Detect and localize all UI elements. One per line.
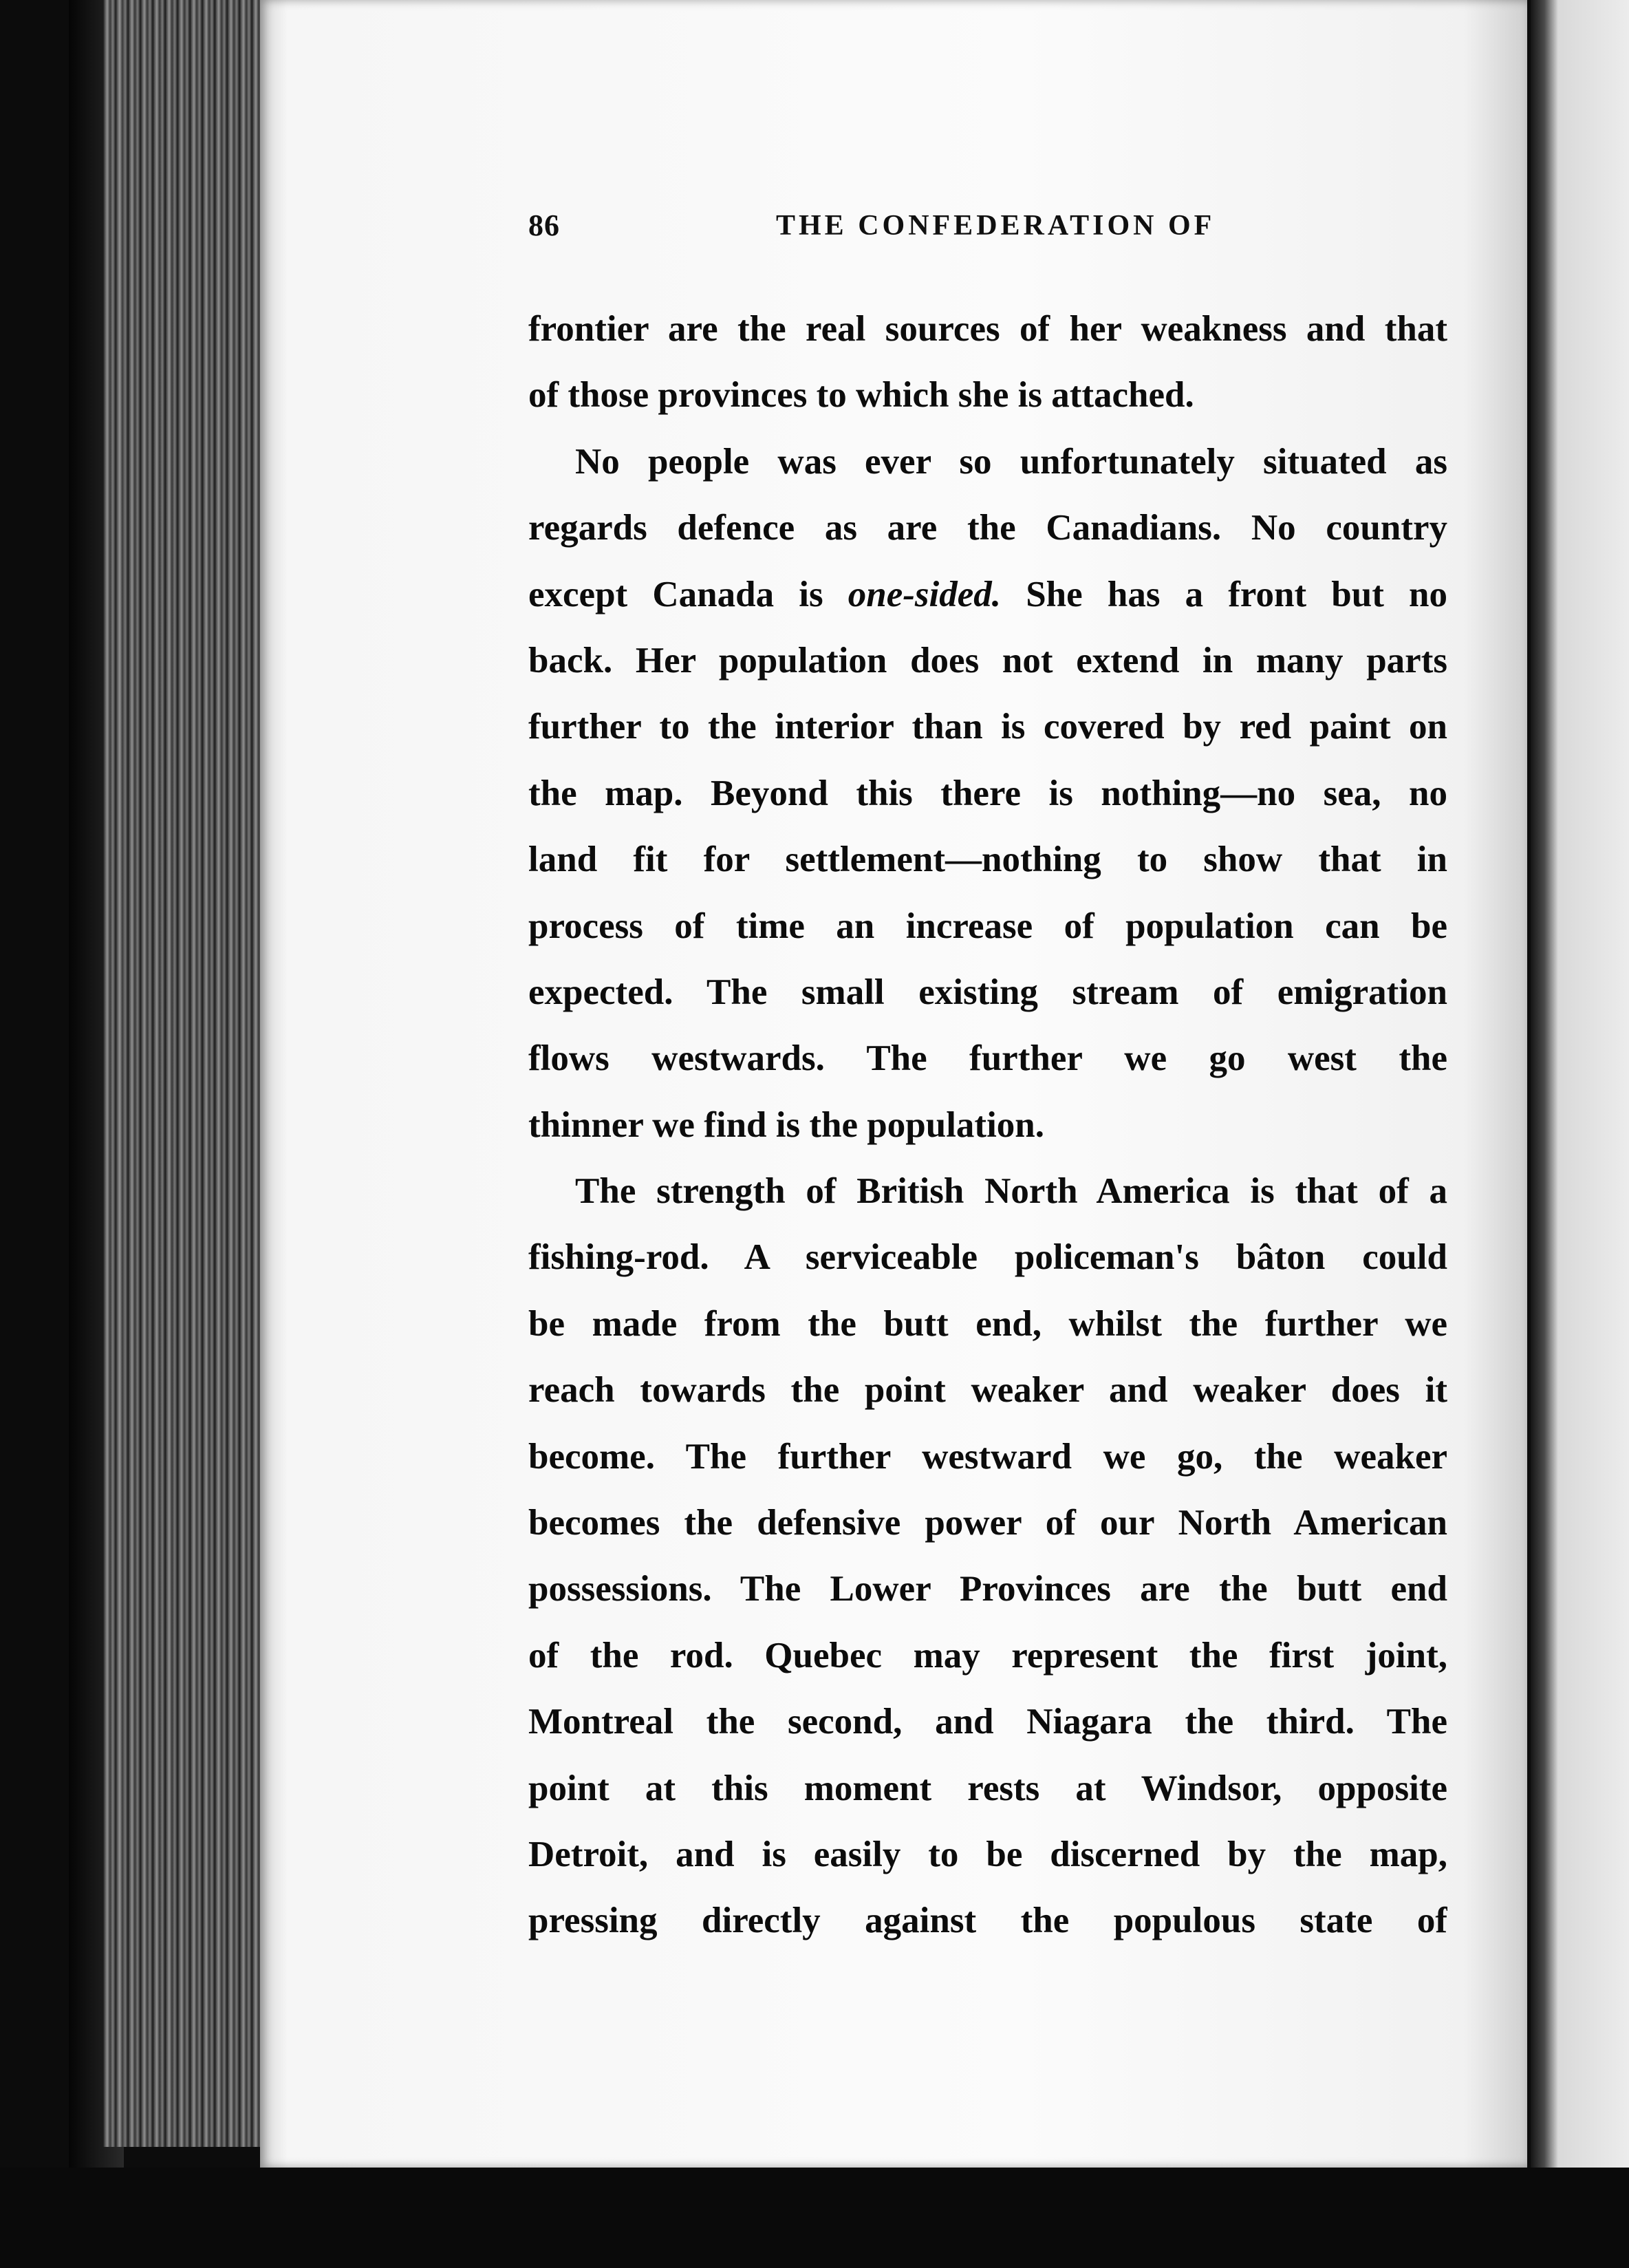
text-line: possessions. The Lower Provinces are the butt end [528,1569,1447,1609]
text-line: land fit for settlement—nothing to show that in [528,839,1447,880]
text-line: expected. The small existing stream of emigration [528,972,1447,1012]
facing-page-edge [1531,0,1629,2268]
text-line: become. The further westward we go, the weaker [528,1436,1447,1477]
text-line: of the rod. Quebec may represent the first joint, [528,1635,1447,1676]
text-line: thinner we find is the population. [528,1104,1045,1145]
text-line: the map. Beyond this there is nothing—no sea, no [528,773,1447,813]
text-line: The strength of British North America is that of a [575,1171,1447,1212]
text-line: pressing directly against the populous state of [528,1901,1447,1941]
running-title: THE CONFEDERATION OF [776,210,1216,242]
text-line: reach towards the point weaker and weaker does it [528,1370,1447,1411]
text-line-with-italic: except Canada is one-sided. She has a front but no [528,574,1447,614]
text-line: Detroit, and is easily to be discerned by the map, [528,1834,1447,1874]
text-line: flows westwards. The further we go west the [528,1038,1447,1079]
body-text [528,296,1447,1954]
text-line: Montreal the second, and Niagara the third. The [528,1702,1447,1742]
running-header [528,208,1445,249]
text-line: fishing-rod. A serviceable policeman's bâton could [528,1237,1447,1278]
text-line: further to the interior than is covered by red paint on [528,707,1447,747]
text-line: frontier are the real sources of her weakness and that [528,309,1447,349]
text-line: No people was ever so unfortunately situated as [575,441,1447,482]
text-line: of those provinces to which she is attached. [528,375,1194,416]
text-line: be made from the butt end, whilst the further we [528,1303,1447,1344]
page-number: 86 [528,208,560,242]
text-line: process of time an increase of population can be [528,906,1447,946]
text-line: regards defence as are the Canadians. No country [528,508,1447,548]
italic-phrase: one-sided. [848,574,1002,614]
text-line: point at this moment rests at Windsor, opposite [528,1768,1447,1808]
text-line: becomes the defensive power of our North American [528,1503,1447,1543]
text-line: back. Her population does not extend in many parts [528,640,1447,681]
scan-background [0,2168,1629,2268]
page-edges [103,0,261,2147]
